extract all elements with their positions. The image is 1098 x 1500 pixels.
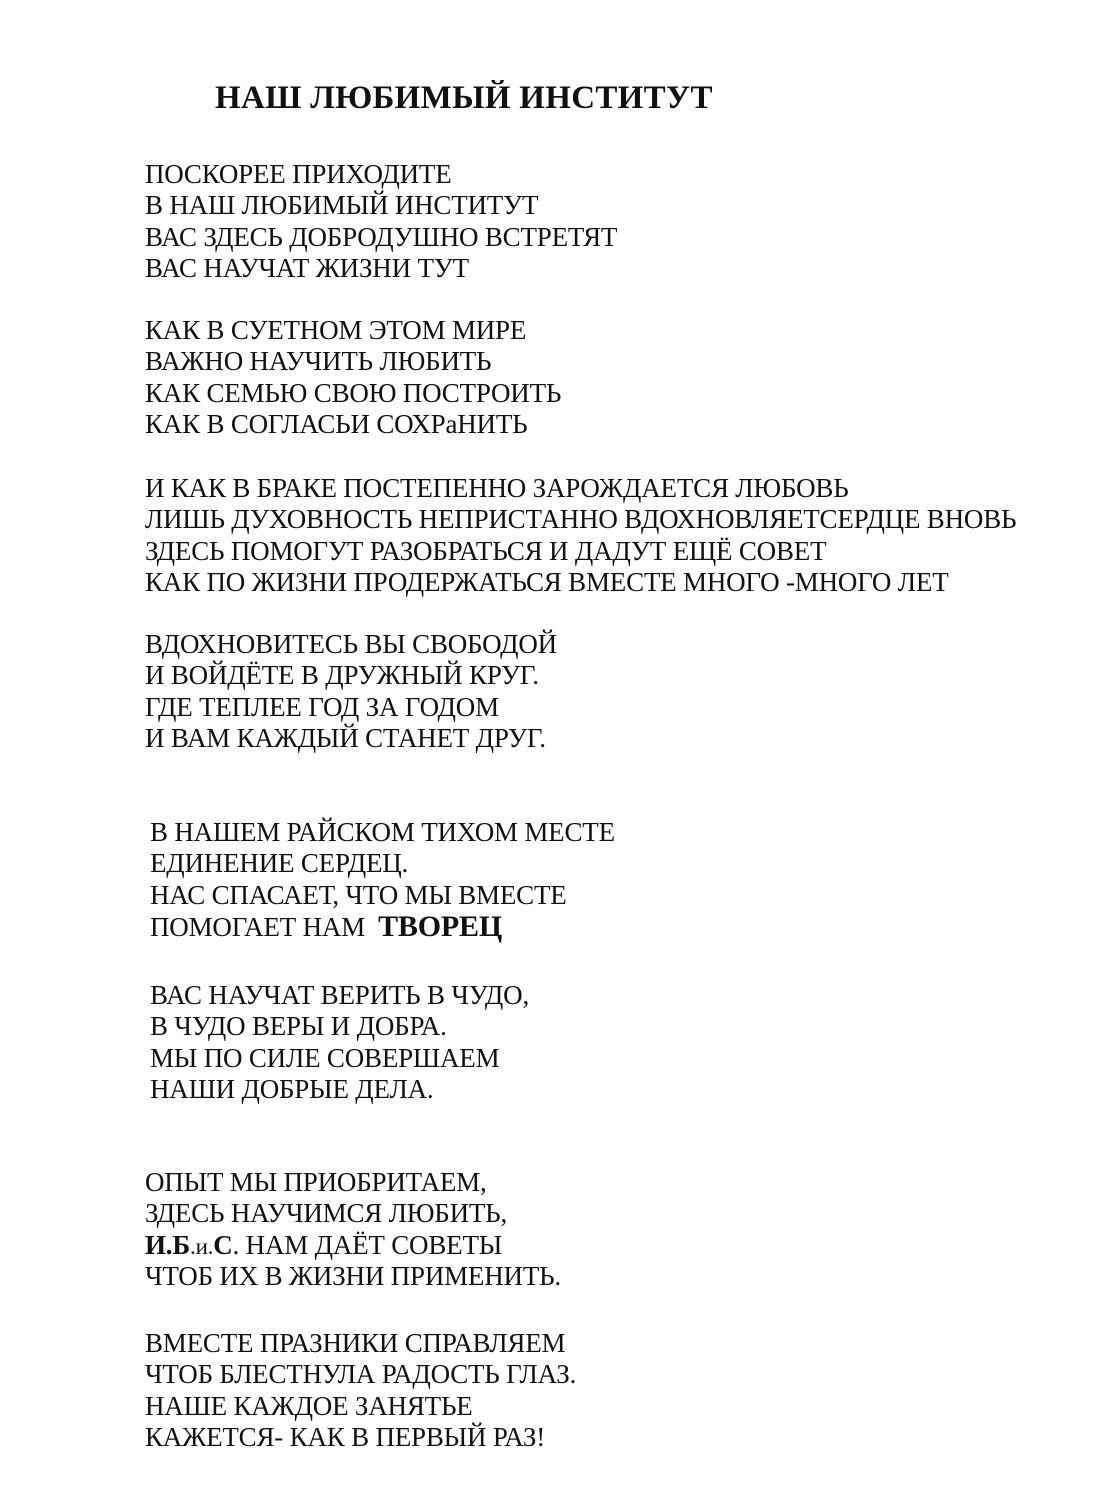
poem-line: В НАШЕМ РАЙСКОМ ТИХОМ МЕСТЕ — [150, 817, 615, 847]
poem-line: И ВАМ КАЖДЫЙ СТАНЕТ ДРУГ. — [145, 722, 546, 753]
poem-line: КАК В СОГЛАСЬИ СОХРаНИТЬ — [145, 408, 528, 439]
poem-line: ПОСКОРЕЕ ПРИХОДИТЕ — [145, 159, 452, 189]
stanza-1 — [145, 159, 617, 284]
poem-line-text: . НАМ ДАЁТ СОВЕТЫ — [232, 1229, 503, 1260]
poem-line: ВДОХНОВИТЕСЬ ВЫ СВОБОДОЙ — [145, 629, 557, 659]
stanza-3 — [145, 473, 1016, 598]
poem-line: В НАШ ЛЮБИМЫЙ ИНСТИТУТ — [145, 190, 539, 221]
poem-line: ЛИШЬ ДУХОВНОСТЬ НЕПРИСТАННО ВДОХНОВЛЯЕТСЕРДЦЕ ВНОВЬ — [145, 504, 1017, 535]
poem-line-text: ПОМОГАЕТ НАМ — [150, 911, 379, 942]
poem-line: ЧТОБ БЛЕСТНУЛА РАДОСТЬ ГЛАЗ. — [145, 1359, 577, 1390]
poem-line: НАШИ ДОБРЫЕ ДЕЛА. — [150, 1073, 434, 1104]
stanza-4 — [145, 629, 557, 754]
poem-line: КАК ПО ЖИЗНИ ПРОДЕРЖАТЬСЯ ВМЕСТЕ МНОГО -МНОГО ЛЕТ — [145, 566, 949, 597]
poem-line: ВАС НАУЧАТ ВЕРИТЬ В ЧУДО, — [150, 980, 529, 1010]
stanza-7 — [145, 1167, 561, 1292]
poem-line — [145, 1230, 561, 1261]
poem-line: И КАК В БРАКЕ ПОСТЕПЕННО ЗАРОЖДАЕТСЯ ЛЮБОВЬ — [145, 473, 849, 503]
abbreviation-part: .и. — [190, 1233, 214, 1259]
poem-line: МЫ ПО СИЛЕ СОВЕРШАЕМ — [150, 1042, 500, 1073]
poem-line: В ЧУДО ВЕРЫ И ДОБРА. — [150, 1011, 447, 1042]
stanza-5 — [150, 817, 615, 942]
poem-line: КАК В СУЕТНОМ ЭТОМ МИРЕ — [145, 315, 527, 345]
poem-line: ЗДЕСЬ НАУЧИМСЯ ЛЮБИТЬ, — [145, 1198, 508, 1229]
poem-title: НАШ ЛЮБИМЫЙ ИНСТИТУТ — [215, 80, 713, 116]
poem-line: ВАЖНО НАУЧИТЬ ЛЮБИТЬ — [145, 346, 492, 377]
stanza-8 — [145, 1328, 576, 1453]
poem-line: НАС СПАСАЕТ, ЧТО МЫ ВМЕСТЕ — [150, 879, 567, 910]
poem-line: ОПЫТ МЫ ПРИОБРИТАЕМ, — [145, 1167, 487, 1197]
emphasized-word: ТВОРЕЦ — [378, 909, 502, 943]
poem-line — [150, 911, 615, 942]
poem-line: НАШЕ КАЖДОЕ ЗАНЯТЬЕ — [145, 1390, 473, 1421]
abbreviation-part: С — [213, 1229, 233, 1260]
poem-line: ВАС ЗДЕСЬ ДОБРОДУШНО ВСТРЕТЯТ — [145, 221, 618, 252]
poem-line: И ВОЙДЁТЕ В ДРУЖНЫЙ КРУГ. — [145, 660, 539, 691]
poem-line: КАК СЕМЬЮ СВОЮ ПОСТРОИТЬ — [145, 377, 562, 408]
abbreviation-part: И.Б — [145, 1229, 191, 1260]
poem-line: ЕДИНЕНИЕ СЕРДЕЦ. — [150, 848, 409, 879]
stanza-6 — [150, 980, 529, 1105]
poem-line: ГДЕ ТЕПЛЕЕ ГОД ЗА ГОДОМ — [145, 691, 499, 722]
poem-line: КАЖЕТСЯ- КАК В ПЕРВЫЙ РАЗ! — [145, 1421, 545, 1452]
poem-line: ЗДЕСЬ ПОМОГУТ РАЗОБРАТЬСЯ И ДАДУТ ЕЩЁ СОВЕТ — [145, 535, 827, 566]
poem-line: ЧТОБ ИХ В ЖИЗНИ ПРИМЕНИТЬ. — [145, 1260, 561, 1291]
poem-line: ВАС НАУЧАТ ЖИЗНИ ТУТ — [145, 252, 469, 283]
stanza-2 — [145, 315, 561, 440]
poem-line: ВМЕСТЕ ПРАЗНИКИ СПРАВЛЯЕМ — [145, 1328, 566, 1358]
